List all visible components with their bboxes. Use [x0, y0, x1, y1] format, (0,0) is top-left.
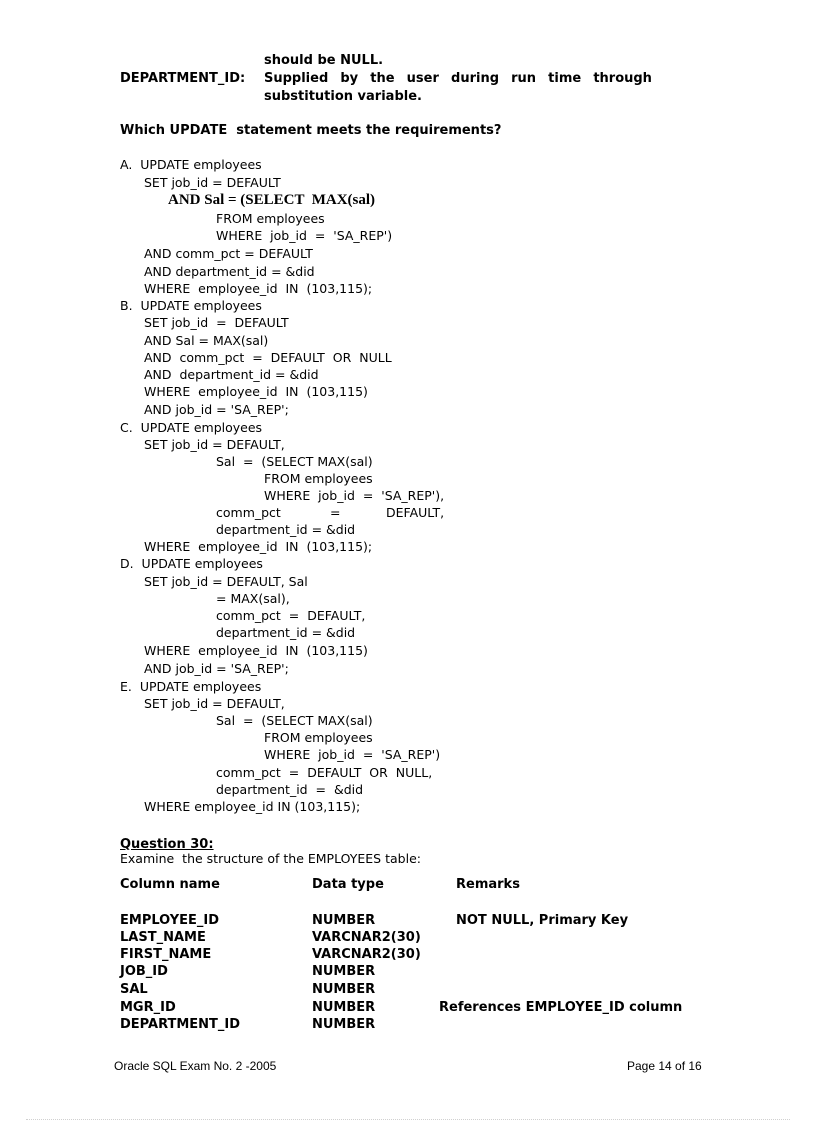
question-text: Which UPDATE statement meets the requirements?: [120, 123, 502, 138]
code-line: department_id = &did: [216, 782, 364, 797]
code-line: D. UPDATE employees: [120, 556, 263, 571]
code-line: =: [330, 505, 341, 520]
code-line: SET job_id = DEFAULT, Sal: [144, 574, 308, 589]
table-cell: NUMBER: [312, 1000, 376, 1015]
table-cell: NUMBER: [312, 913, 376, 928]
table-cell: EMPLOYEE_ID: [120, 913, 220, 928]
table-cell: FIRST_NAME: [120, 947, 212, 962]
code-line: WHERE employee_id IN (103,115): [144, 643, 368, 658]
code-line: WHERE employee_id IN (103,115);: [144, 281, 373, 296]
code-line: SET job_id = DEFAULT,: [144, 437, 285, 452]
table-cell: DEPARTMENT_ID: [120, 1017, 241, 1032]
code-line: FROM employees: [264, 471, 373, 486]
table-cell: LAST_NAME: [120, 930, 206, 945]
table-cell: MGR_ID: [120, 1000, 176, 1015]
code-line: B. UPDATE employees: [120, 298, 262, 313]
table-cell: NOT NULL, Primary Key: [456, 913, 629, 928]
table-cell: VARCNAR2(30): [312, 947, 421, 962]
code-line: AND department_id = &did: [144, 264, 315, 279]
code-line: FROM employees: [264, 730, 373, 745]
code-line: SET job_id = DEFAULT,: [144, 696, 285, 711]
department-id-description: Supplied by the user during run time through: [264, 71, 652, 86]
code-line: AND department_id = &did: [144, 367, 319, 382]
code-line: WHERE employee_id IN (103,115);: [144, 799, 361, 814]
code-line: AND job_id = 'SA_REP';: [144, 661, 289, 676]
table-cell: VARCNAR2(30): [312, 930, 421, 945]
table-cell: SAL: [120, 982, 148, 997]
code-line: WHERE employee_id IN (103,115): [144, 384, 368, 399]
table-cell: JOB_ID: [120, 964, 168, 979]
department-id-label: DEPARTMENT_ID:: [120, 71, 246, 86]
table-cell: NUMBER: [312, 1017, 376, 1032]
code-line: DEFAULT,: [386, 505, 445, 520]
code-line: A. UPDATE employees: [120, 157, 262, 172]
question-30-heading: Question 30:: [120, 837, 214, 852]
table-cell: NUMBER: [312, 964, 376, 979]
code-line: AND job_id = 'SA_REP';: [144, 402, 289, 417]
code-line: C. UPDATE employees: [120, 420, 263, 435]
table-cell: References EMPLOYEE_ID column: [439, 1000, 683, 1015]
code-line: Sal = (SELECT MAX(sal): [216, 713, 373, 728]
code-line: WHERE job_id = 'SA_REP'): [264, 747, 441, 762]
column-header-type: Data type: [312, 877, 384, 892]
code-line: WHERE job_id = 'SA_REP'): [216, 228, 393, 243]
code-line: WHERE job_id = 'SA_REP'),: [264, 488, 445, 503]
code-line: department_id = &did: [216, 522, 356, 537]
footer-title: Oracle SQL Exam No. 2 -2005: [114, 1059, 277, 1073]
code-line: = MAX(sal),: [216, 591, 290, 606]
code-line: Sal = (SELECT MAX(sal): [216, 454, 373, 469]
code-line: comm_pct = DEFAULT OR NULL,: [216, 765, 433, 780]
code-line: AND Sal = MAX(sal): [144, 333, 269, 348]
code-line: AND Sal = (SELECT MAX(sal): [168, 192, 376, 208]
code-line: E. UPDATE employees: [120, 679, 262, 694]
code-line: department_id = &did: [216, 625, 356, 640]
question-30-text: Examine the structure of the EMPLOYEES table:: [120, 851, 421, 866]
code-line: AND comm_pct = DEFAULT: [144, 246, 313, 261]
code-line: comm_pct: [216, 505, 281, 520]
page-bottom-rule: [26, 1119, 790, 1120]
null-note: should be NULL.: [264, 53, 384, 68]
column-header-remarks: Remarks: [456, 877, 520, 892]
column-header-name: Column name: [120, 877, 220, 892]
department-id-description-cont: substitution variable.: [264, 89, 422, 104]
code-line: AND comm_pct = DEFAULT OR NULL: [144, 350, 392, 365]
table-cell: NUMBER: [312, 982, 376, 997]
page-number: Page 14 of 16: [627, 1059, 702, 1073]
code-line: WHERE employee_id IN (103,115);: [144, 539, 373, 554]
code-line: FROM employees: [216, 211, 325, 226]
code-line: comm_pct = DEFAULT,: [216, 608, 366, 623]
code-line: SET job_id = DEFAULT: [144, 315, 289, 330]
code-line: SET job_id = DEFAULT: [144, 175, 281, 190]
